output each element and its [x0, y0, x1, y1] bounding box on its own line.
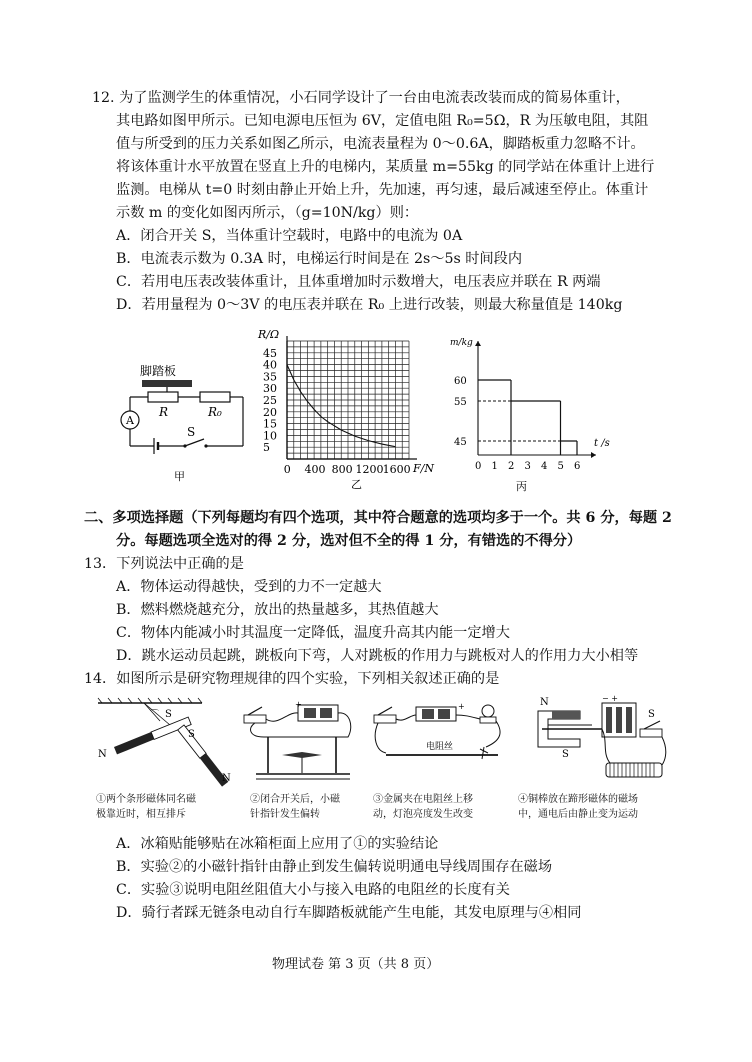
- exp1-caption-line-2: 极靠近时，相互排斥: [96, 809, 186, 820]
- svg-text:+: +: [458, 702, 465, 711]
- section-2-title-line-1: 二、多项选择题（下列每题均有四个选项，其中符合题意的选项均多于一个。共 6 分，每题 2: [84, 510, 672, 526]
- yi-x-tick-label: 400: [304, 463, 326, 476]
- bing-x-tick-label: 6: [574, 461, 581, 472]
- fig-bing-caption: 丙: [516, 480, 527, 493]
- bing-x-arrow: [591, 452, 596, 458]
- yi-x-tick-label: 1200: [355, 463, 384, 476]
- yi-y-tick-label: 15: [263, 417, 277, 431]
- q14-option-b: B．实验②的小磁针指针由静止到发生偏转说明通电导线周围存在磁场: [116, 859, 553, 875]
- exp1-label-n1: N: [98, 749, 107, 760]
- experiment-2-oersted: [238, 697, 368, 789]
- yi-y-tick-label: 20: [263, 405, 277, 419]
- svg-text:+: +: [295, 700, 302, 709]
- exp2-caption-line-1: ②闭合开关后，小磁: [250, 794, 340, 805]
- exp4-caption-line-1: ④铜棒放在蹄形磁体的磁场: [518, 794, 638, 805]
- exp1-label-n2: N: [222, 773, 231, 784]
- yi-y-tick-label: 45: [263, 346, 277, 360]
- exp3-caption-line-1: ③金属夹在电阻丝上移: [373, 794, 473, 805]
- q12-option-a: A．闭合开关 S，当体重计空载时，电路中的电流为 0A: [116, 228, 463, 244]
- yi-y-tick-label: 40: [263, 358, 277, 372]
- yi-x-tick-label: 1600: [382, 463, 411, 476]
- q13-option-c: C．物体内能减小时其温度一定降低，温度升高其内能一定增大: [116, 625, 510, 641]
- exp1-label-s2: S: [188, 729, 195, 740]
- chart-yi-r-vs-f: [255, 322, 440, 492]
- exp1-caption-line-1: ①两个条形磁体同名磁: [96, 794, 196, 805]
- fixed-resistor-r0: [200, 392, 230, 402]
- yi-x-tick-label: 0: [283, 463, 291, 476]
- exp4-caption-line-2: 中，通电后由静止变为运动: [518, 809, 638, 820]
- q14-stem: 14．如图所示是研究物理规律的四个实验，下列相关叙述正确的是: [84, 671, 500, 687]
- bing-x-tick-label: 0: [475, 461, 482, 472]
- q12-option-b: B．电流表示数为 0.3A 时，电梯运行时间是在 2s～5s 时间段内: [116, 251, 523, 267]
- q12-line-6: 示数 m 的变化如图丙所示，（g=10N/kg）则：: [116, 205, 419, 221]
- yi-y-tick-label: 25: [263, 394, 277, 407]
- q13-option-a: A．物体运动得越快，受到的力不一定越大: [116, 579, 382, 595]
- circuit-diagram-jia: [118, 362, 253, 484]
- q12-option-c: C．若用电压表改装体重计，且体重增加时示数增大，电压表应并联在 R 两端: [116, 274, 601, 290]
- pressure-resistor-r: [148, 392, 178, 402]
- bing-y-arrow: [475, 341, 481, 346]
- bulb: [482, 705, 494, 717]
- yi-y-tick-label: 35: [263, 370, 277, 384]
- page-footer: 物理试卷 第 3 页（共 8 页）: [272, 957, 440, 972]
- experiment-1-magnets: [92, 695, 237, 787]
- exp1-label-s: S: [165, 709, 172, 720]
- exp4-label-s: S: [562, 749, 569, 760]
- q12-line-4: 将该体重计水平放置在竖直上升的电梯内，某质量 m=55kg 的同学站在体重计上进行: [116, 159, 655, 175]
- q13-option-d: D．跳水运动员起跳，跳板向下弯，人对跳板的作用力与跳板对人的作用力大小相等: [116, 648, 639, 664]
- bing-y-tick-label: 55: [454, 397, 467, 408]
- q12-line-5: 监测。电梯从 t=0 时刻由静止开始上升，先加速，再匀速，最后减速至停止。体重计: [116, 182, 649, 198]
- bing-x-tick-label: 1: [491, 461, 498, 472]
- exp4-label-n: N: [540, 697, 549, 708]
- section-2-title-line-2: 分。每题选项全选对的得 2 分，选对但不全的得 1 分，有错选的不得分）: [116, 533, 582, 549]
- yi-ylabel: R/Ω: [258, 328, 280, 341]
- svg-text:⌒: ⌒: [150, 710, 160, 720]
- bing-x-tick-label: 3: [524, 461, 531, 472]
- bar-magnet-left: [114, 717, 191, 754]
- chart-bing-m-vs-t: [448, 333, 618, 493]
- switch-s: [185, 439, 204, 446]
- q12-line-2: 其电路如图甲所示。已知电源电压恒为 6V，定值电阻 R₀=5Ω，R 为压敏电阻，其阻: [116, 113, 649, 129]
- yi-y-tick-label: 5: [263, 441, 270, 455]
- q12-line-1: 12. 为了监测学生的体重情况，小石同学设计了一台由电流表改装而成的简易体重计，: [92, 90, 630, 106]
- q13-option-b: B．燃料燃烧越充分，放出的热量越多，其热值越大: [116, 602, 439, 618]
- compass-needle: [282, 752, 322, 758]
- experiment-4-motor: [522, 693, 672, 789]
- bing-xlabel: t /s: [594, 438, 610, 449]
- bing-y-tick-label: 60: [454, 376, 467, 387]
- switch-label: S: [187, 425, 196, 439]
- bing-x-tick-label: 5: [557, 461, 564, 472]
- exp4-label-switch: S: [648, 709, 655, 720]
- q12-option-d: D．若用量程为 0～3V 的电压表并联在 R₀ 上进行改装，则最大称量值是 140kg: [116, 297, 623, 313]
- exp2-caption-line-2: 针指针发生偏转: [250, 809, 320, 820]
- svg-text:− +: − +: [602, 694, 618, 703]
- r-label: R: [159, 405, 169, 419]
- yi-y-tick-label: 30: [263, 382, 277, 396]
- r0-label: R₀: [208, 405, 222, 419]
- fig-jia-caption: 甲: [174, 470, 185, 483]
- exp3-label-wire: 电阻丝: [426, 742, 454, 752]
- fig-yi-caption: 乙: [351, 478, 362, 491]
- bing-x-tick-label: 4: [541, 461, 548, 472]
- bing-ylabel: m/kg: [450, 338, 473, 348]
- q12-line-3: 值与所受到的压力关系如图乙所示，电流表量程为 0～0.6A，脚踏板重力忽略不计。: [116, 136, 645, 152]
- q14-option-d: D．骑行者踩无链条电动自行车脚踏板就能产生电能，其发电原理与④相同: [116, 905, 582, 921]
- yi-x-tick-label: 800: [331, 463, 353, 476]
- yi-xlabel: F/N: [413, 462, 434, 475]
- pedal-plate: [142, 380, 192, 387]
- experiment-3-resistance-wire: [368, 697, 516, 789]
- bing-x-tick-label: 2: [508, 461, 515, 472]
- yi-y-tick-label: 10: [263, 429, 277, 443]
- bing-y-tick-label: 45: [454, 437, 467, 448]
- q13-stem: 13．下列说法中正确的是: [84, 556, 244, 572]
- exp3-caption-line-2: 动，灯泡亮度发生改变: [373, 809, 473, 820]
- bar-magnet-right: [178, 725, 229, 787]
- pedal-label: 脚踏板: [140, 364, 177, 378]
- ammeter-label: A: [126, 414, 134, 427]
- q14-option-c: C．实验③说明电阻丝阻值大小与接入电路的电阻丝的长度有关: [116, 882, 510, 898]
- q14-option-a: A．冰箱贴能够贴在冰箱柜面上应用了①的实验结论: [116, 836, 439, 852]
